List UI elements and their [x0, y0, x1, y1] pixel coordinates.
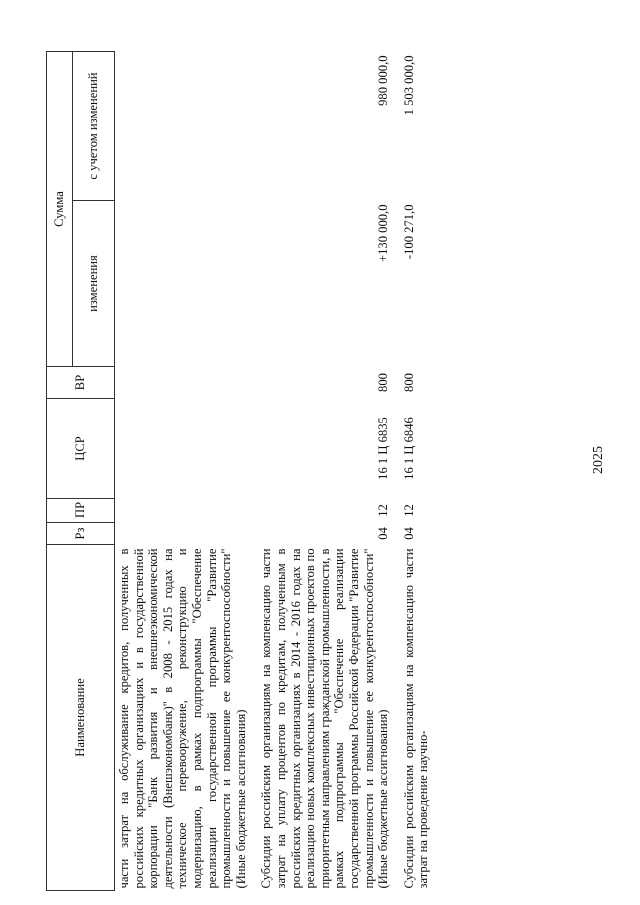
row-change: +130 000,0	[376, 204, 391, 262]
row-total	[115, 51, 251, 200]
row-csr: 16 1 Ц 6846	[401, 417, 416, 480]
row-pr: 12	[401, 504, 416, 517]
header-vr: ВР	[47, 367, 115, 399]
row-name: части затрат на обслуживание кредитов, полученных в российских кредитных организациях и в государственной корпорации "Банк развития и внешнеэкономической деятельности (Внешэкономбанк)" в 2008 - 2015 годах на техническое перевооружение, реконструкцию и модернизацию, в рамках подпрограммы "Обеспечение реализации государственной программы "Развитие промышленности и повышение ее конкурентоспособности" (Иные бюджетные ассигнования)	[117, 548, 248, 889]
table-row	[400, 51, 433, 890]
table-row	[257, 51, 392, 890]
header-with-changes: с учетом изменений	[73, 51, 115, 200]
row-pr: 12	[376, 504, 391, 517]
row-total: 980 000,0	[376, 55, 391, 106]
header-sum: Сумма	[47, 51, 73, 366]
row-change: -100 271,0	[401, 204, 416, 260]
header-pr: ПР	[47, 499, 115, 523]
budget-table	[46, 51, 433, 891]
row-vr	[115, 367, 251, 399]
header-rz: Рз	[47, 523, 115, 545]
row-vr: 800	[376, 373, 391, 392]
header-changes: изменения	[73, 201, 115, 367]
page-number: 2025	[591, 446, 606, 474]
row-name: Субсидии российским организациям на компенсацию части затрат на уплату процентов по кредитам, полученным в российских кредитных организациях в 2014 - 2016 годах на реализацию новых комплексных инвестиционных проектов по приоритетным направлениям гражданской промышленности, в рамках подпрограммы "Обеспечение реализации государственной программы Российской Федерации "Развитие промышленности и повышение ее конкурентоспособности" (Иные бюджетные ассигнования)	[259, 548, 391, 889]
row-vr: 800	[401, 373, 416, 392]
row-change	[115, 201, 251, 367]
row-pr	[115, 499, 251, 523]
row-rz: 04	[401, 527, 416, 540]
header-csr: ЦСР	[47, 399, 115, 499]
row-total: 1 503 000,0	[401, 55, 416, 116]
table-row	[115, 51, 251, 890]
row-name: Субсидии российским организациям на компенсацию части затрат на проведение научно-	[401, 548, 431, 889]
header-name: Наименование	[47, 545, 115, 891]
row-csr	[115, 399, 251, 499]
row-rz	[115, 523, 251, 545]
row-csr: 16 1 Ц 6835	[376, 417, 391, 480]
row-rz: 04	[376, 527, 391, 540]
